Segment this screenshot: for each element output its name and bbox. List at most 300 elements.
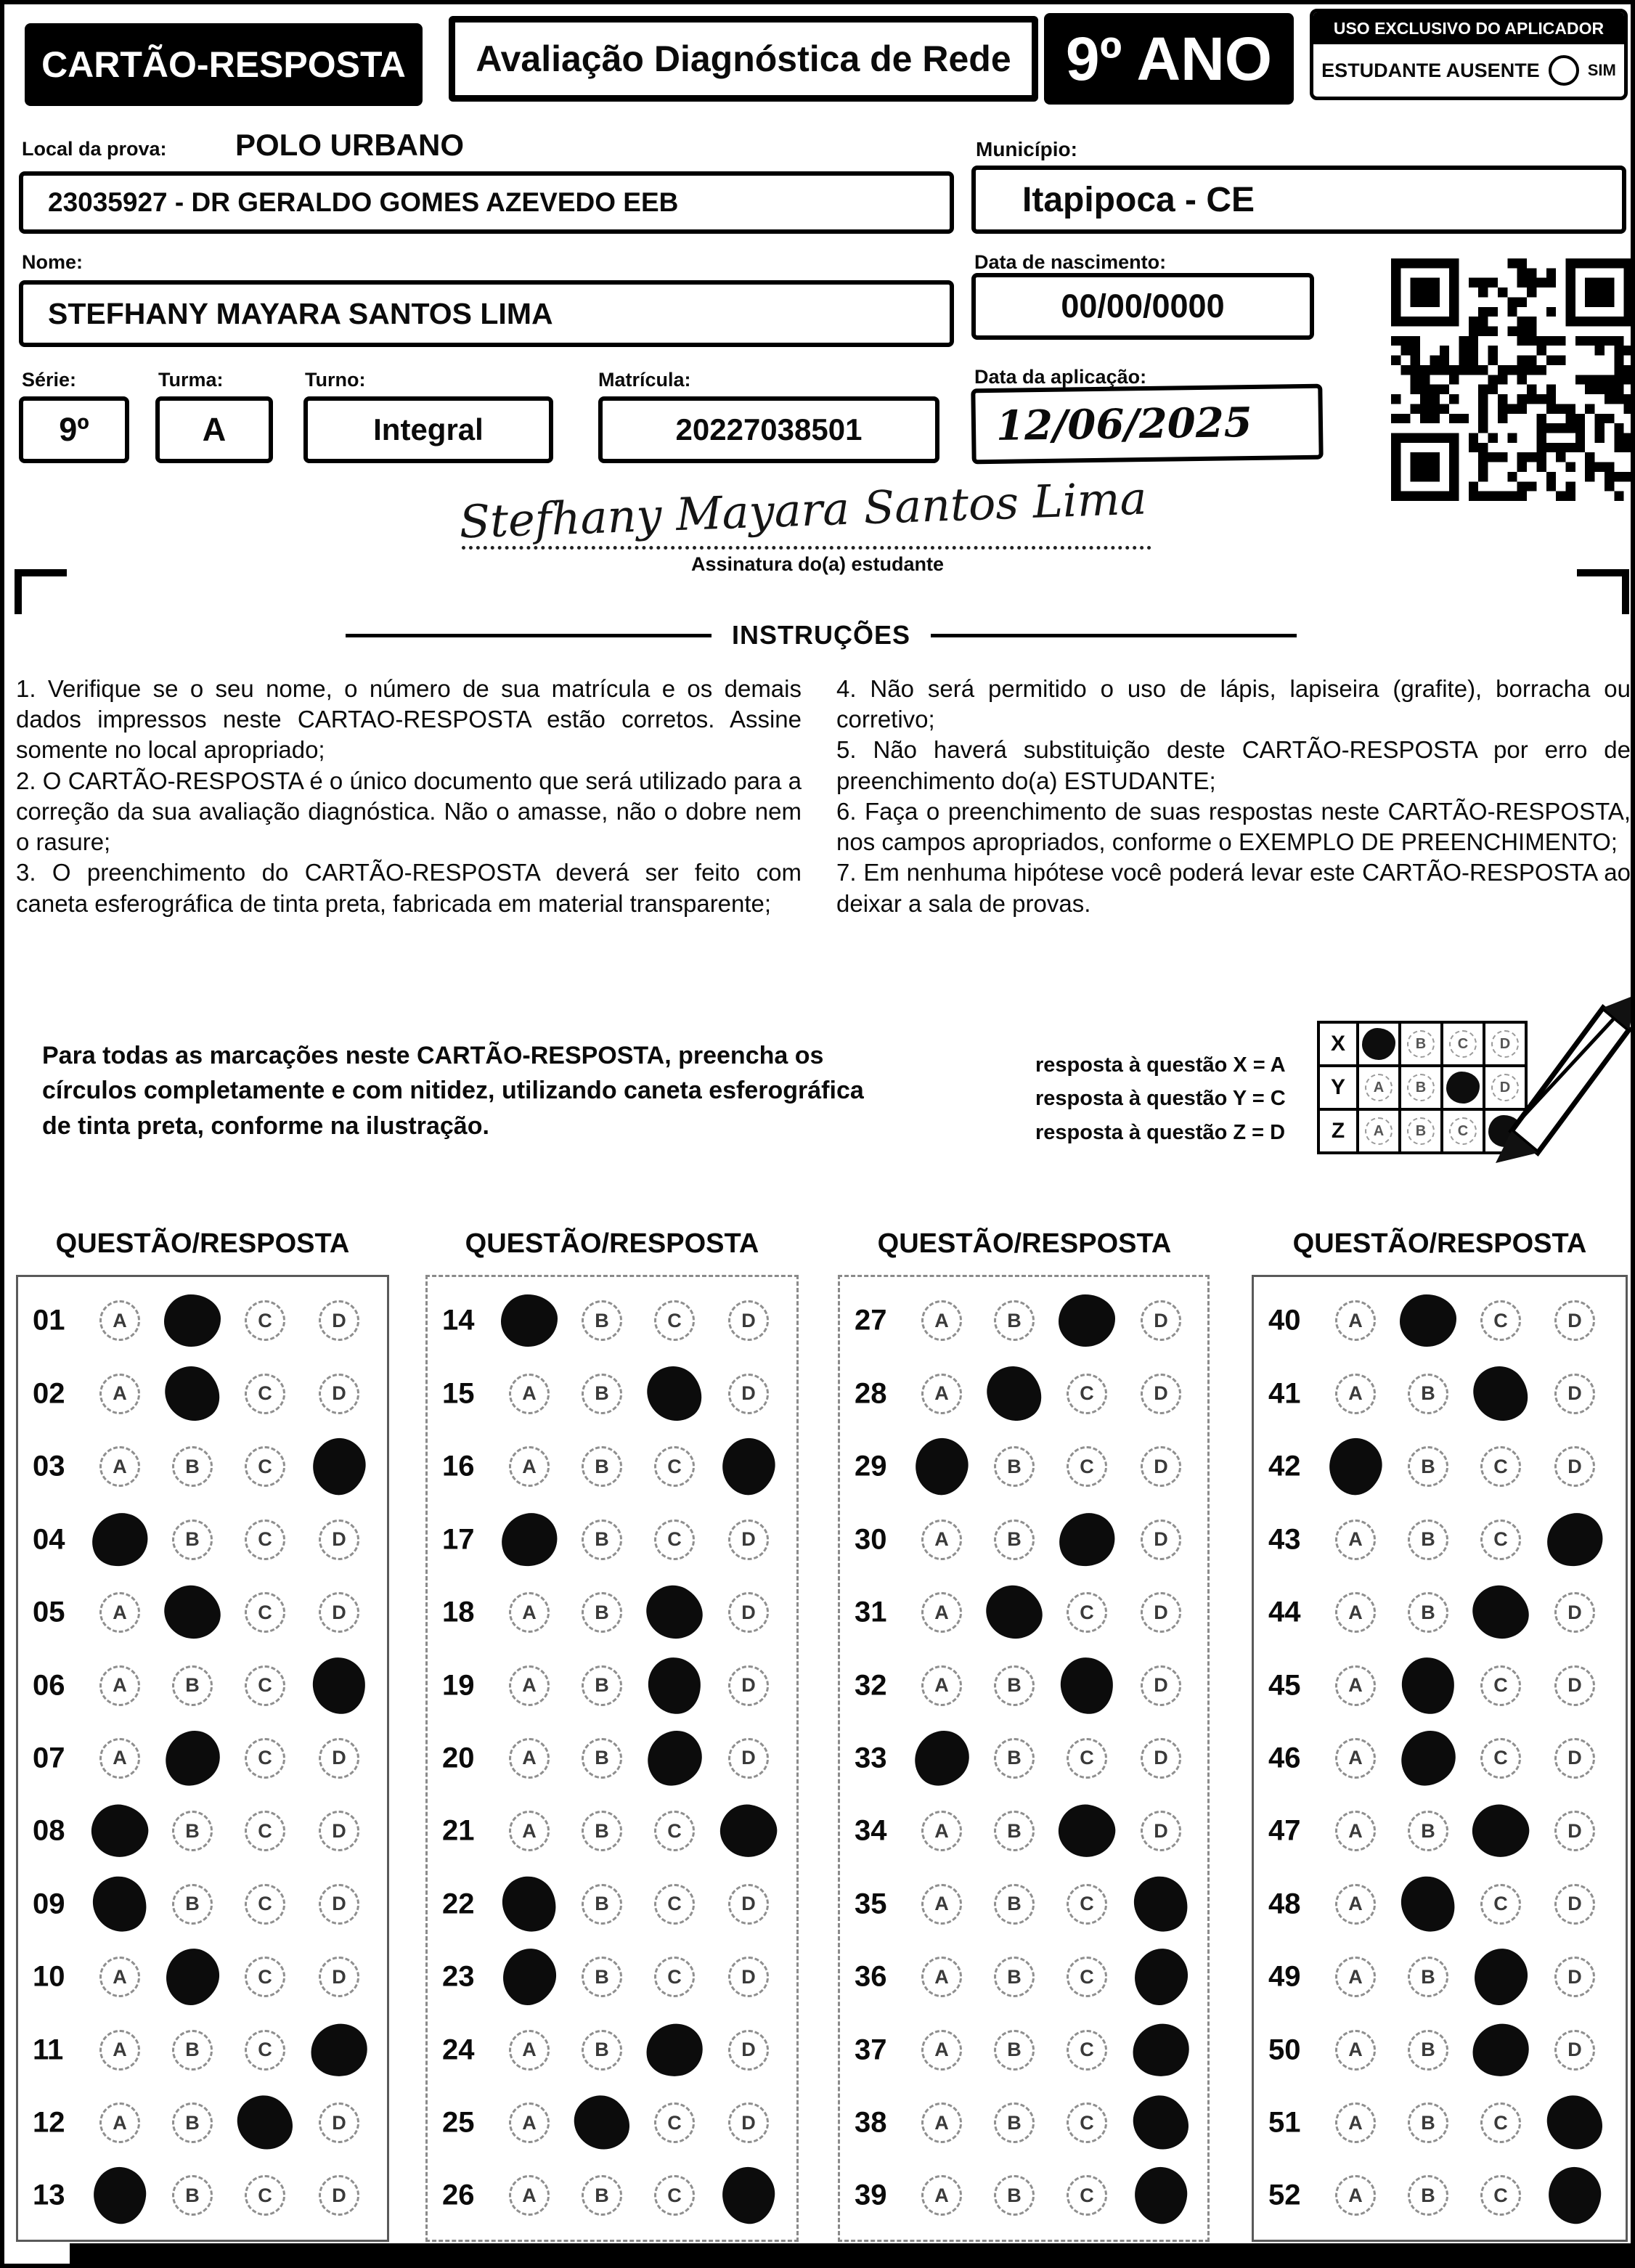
answer-bubble-D[interactable]: D [319, 2102, 359, 2143]
answer-bubble-filled-A[interactable] [87, 1800, 152, 1863]
answer-bubble-B[interactable]: B [1408, 1520, 1448, 1560]
answer-bubble-D[interactable]: D [1141, 1738, 1181, 1779]
answer-bubble-D[interactable]: D [1554, 1957, 1595, 1997]
answer-bubble-A[interactable]: A [99, 2102, 140, 2143]
question-number: 31 [855, 1596, 887, 1628]
answer-bubble-B[interactable]: B [582, 1446, 622, 1487]
turno-label: Turno: [305, 369, 366, 391]
answer-bubble-filled-B[interactable] [154, 1720, 231, 1797]
answer-bubble-A[interactable]: A [99, 1592, 140, 1633]
answer-bubble-filled-C[interactable] [1051, 1505, 1123, 1574]
answer-bubble-B[interactable]: B [582, 1592, 622, 1633]
answer-bubble-B[interactable]: B [1408, 2175, 1448, 2216]
example-row [1318, 1109, 1526, 1153]
answer-bubble-C[interactable]: C [245, 1374, 285, 1414]
answer-bubble-C[interactable]: C [1067, 2175, 1107, 2216]
qr-code [1390, 258, 1635, 501]
answer-bubble-filled-C[interactable] [1464, 1940, 1537, 2014]
answer-bubble-D[interactable]: D [1554, 1300, 1595, 1341]
question-number: 33 [855, 1742, 887, 1774]
answer-bubble-D[interactable]: D [1141, 1446, 1181, 1487]
answer-bubble-A[interactable]: A [921, 1520, 962, 1560]
answer-bubble-filled-A[interactable] [494, 1867, 566, 1941]
answer-bubble-D[interactable]: D [1141, 1665, 1181, 1706]
card-title: CARTÃO-RESPOSTA [25, 23, 423, 106]
answer-bubble-D[interactable]: D [319, 1520, 359, 1560]
answer-bubble-B[interactable]: B [1408, 1446, 1448, 1487]
answer-bubble-C[interactable]: C [654, 1520, 695, 1560]
question-number: 29 [855, 1450, 887, 1482]
local-label: Local da prova: [22, 138, 167, 160]
answer-bubble-D[interactable]: D [1554, 1665, 1595, 1706]
answer-bubble-C[interactable]: C [245, 1520, 285, 1560]
answer-bubble-A[interactable]: A [921, 2175, 962, 2216]
grade-badge: 9º ANO [1044, 13, 1294, 105]
answer-bubble-filled-C[interactable] [636, 1720, 713, 1797]
answer-bubble-filled-B[interactable] [1393, 1867, 1464, 1941]
answer-bubble-C[interactable]: C [1480, 1738, 1521, 1779]
answer-bubble-D[interactable]: D [728, 1884, 769, 1925]
answer-bubble-filled-A[interactable] [903, 1720, 980, 1797]
fill-instructions-note: Para todas as marcações neste CARTÃO-RESPOSTA, preencha os círculos completamente e com nitidez, utilizando caneta esferográfica de tinta preta, conforme na ilustração. [42, 1042, 864, 1140]
answer-bubble-filled-D[interactable] [1125, 1867, 1197, 1941]
question-number: 23 [442, 1960, 475, 1993]
question-number: 49 [1268, 1960, 1301, 1993]
answer-bubble-filled-D[interactable] [719, 2165, 778, 2227]
answer-bubble-A[interactable]: A [509, 1374, 550, 1414]
grid-header-2: QUESTÃO/RESPOSTA [465, 1228, 759, 1259]
answer-bubble-A[interactable]: A [509, 2102, 550, 2143]
serie-field: 9º [19, 396, 129, 463]
example-bubble: B [1407, 1074, 1435, 1101]
answer-bubble-filled-D[interactable] [716, 1800, 781, 1863]
answer-bubble-B[interactable]: B [582, 1738, 622, 1779]
answer-bubble-filled-C[interactable] [1463, 1575, 1538, 1649]
absent-bubble[interactable] [1549, 55, 1579, 86]
answer-bubble-filled-C[interactable] [637, 1575, 712, 1649]
answer-bubble-filled-A[interactable] [501, 1294, 558, 1347]
answer-bubble-A[interactable]: A [1335, 1884, 1376, 1925]
question-row [18, 1433, 387, 1500]
answer-bubble-filled-B[interactable] [563, 2084, 640, 2161]
answer-bubble-A[interactable]: A [921, 1957, 962, 1997]
answer-bubble-B[interactable]: B [994, 2175, 1035, 2216]
answer-bubble-A[interactable]: A [1335, 1520, 1376, 1560]
student-signature: Stefhany Mayara Santos Lima [458, 471, 1148, 549]
answer-bubble-A[interactable]: A [1335, 1665, 1376, 1706]
answer-bubble-B[interactable]: B [994, 1957, 1035, 1997]
answer-bubble-C[interactable]: C [654, 1446, 695, 1487]
instruction-item: 7. Em nenhuma hipótese você poderá levar este CARTÃO-RESPOSTA ao deixar a sala de provas. [836, 859, 1631, 917]
answer-bubble-C[interactable]: C [654, 1957, 695, 1997]
answer-bubble-C[interactable]: C [245, 1592, 285, 1633]
question-number: 39 [855, 2179, 887, 2211]
answer-bubble-D[interactable]: D [728, 2102, 769, 2143]
answer-bubble-filled-B[interactable] [164, 1294, 221, 1347]
answer-bubble-A[interactable]: A [1335, 2030, 1376, 2071]
example-bubble: A [1365, 1074, 1393, 1101]
answer-bubble-C[interactable]: C [245, 1738, 285, 1779]
question-row [840, 1506, 1207, 1573]
question-number: 02 [33, 1377, 65, 1410]
question-number: 21 [442, 1814, 475, 1847]
question-number: 51 [1268, 2106, 1301, 2139]
answer-bubble-A[interactable]: A [1335, 1738, 1376, 1779]
answer-bubble-D[interactable]: D [319, 1811, 359, 1851]
answer-bubble-A[interactable]: A [509, 1811, 550, 1851]
answer-bubble-D[interactable]: D [319, 1738, 359, 1779]
answer-bubble-A[interactable]: A [99, 2030, 140, 2071]
answer-bubble-C[interactable]: C [1067, 1374, 1107, 1414]
answer-bubble-C[interactable]: C [1067, 1884, 1107, 1925]
question-row [840, 1871, 1207, 1938]
answer-bubble-D[interactable]: D [728, 1738, 769, 1779]
answer-bubble-B[interactable]: B [994, 1665, 1035, 1706]
municipio-field: Itapipoca - CE [971, 166, 1626, 234]
question-number: 26 [442, 2179, 475, 2211]
answer-bubble-D[interactable]: D [319, 1592, 359, 1633]
answer-bubble-filled-C[interactable] [227, 2084, 303, 2161]
question-number: 32 [855, 1669, 887, 1702]
answer-bubble-B[interactable]: B [994, 2102, 1035, 2143]
answer-bubble-A[interactable]: A [1335, 1811, 1376, 1851]
answer-bubble-D[interactable]: D [728, 1374, 769, 1414]
question-number: 15 [442, 1377, 475, 1410]
answer-bubble-D[interactable]: D [728, 1300, 769, 1341]
answer-bubble-filled-D[interactable] [1122, 2084, 1199, 2161]
answer-bubble-D[interactable]: D [728, 1592, 769, 1633]
answer-bubble-B[interactable]: B [994, 1300, 1035, 1341]
answer-bubble-C[interactable]: C [1480, 2175, 1521, 2216]
answer-bubble-filled-B[interactable] [156, 1940, 229, 2014]
answer-bubble-B[interactable]: B [582, 2175, 622, 2216]
answer-bubble-C[interactable]: C [654, 2175, 695, 2216]
answer-bubble-filled-D[interactable] [306, 1432, 372, 1501]
answer-bubble-filled-C[interactable] [1054, 1800, 1120, 1863]
answer-bubble-A[interactable]: A [1335, 1300, 1376, 1341]
answer-bubble-filled-C[interactable] [1463, 1355, 1538, 1432]
answer-bubble-D[interactable]: D [1554, 1592, 1595, 1633]
answer-bubble-C[interactable]: C [654, 1884, 695, 1925]
answer-bubble-C[interactable]: C [654, 2102, 695, 2143]
matricula-label: Matrícula: [598, 369, 691, 391]
answer-bubble-filled-C[interactable] [646, 1655, 704, 1716]
question-row [840, 1725, 1207, 1792]
answer-bubble-C[interactable]: C [1480, 1446, 1521, 1487]
answer-bubble-D[interactable]: D [1554, 1884, 1595, 1925]
answer-bubble-B[interactable]: B [582, 1520, 622, 1560]
question-row [428, 2162, 796, 2229]
answer-bubble-D[interactable]: D [1141, 1300, 1181, 1341]
answer-bubble-filled-C[interactable] [1468, 1800, 1533, 1863]
answer-bubble-D[interactable]: D [1554, 1738, 1595, 1779]
answer-bubble-B[interactable]: B [172, 2030, 213, 2071]
question-row [428, 1798, 796, 1864]
answer-bubble-filled-A[interactable] [493, 1940, 566, 2014]
answer-bubble-C[interactable]: C [1480, 1520, 1521, 1560]
answer-bubble-C[interactable]: C [654, 1811, 695, 1851]
answer-bubble-filled-B[interactable] [1390, 1720, 1467, 1797]
answer-bubble-C[interactable]: C [245, 2175, 285, 2216]
question-row [18, 1798, 387, 1864]
question-number: 28 [855, 1377, 887, 1410]
answer-bubble-C[interactable]: C [1480, 2102, 1521, 2143]
answer-bubble-A[interactable]: A [509, 1446, 550, 1487]
answer-bubble-A[interactable]: A [509, 1665, 550, 1706]
answer-bubble-D[interactable]: D [319, 1957, 359, 1997]
local-value: POLO URBANO [235, 128, 464, 162]
question-number: 09 [33, 1888, 65, 1920]
question-number: 42 [1268, 1450, 1301, 1482]
answer-bubble-B[interactable]: B [1408, 1811, 1448, 1851]
answer-bubble-A[interactable]: A [1335, 1592, 1376, 1633]
answer-bubble-filled-A[interactable] [84, 1505, 156, 1574]
answer-bubble-B[interactable]: B [172, 1665, 213, 1706]
question-number: 44 [1268, 1596, 1301, 1628]
answer-bubble-B[interactable]: B [994, 2030, 1035, 2071]
answer-column-1 [16, 1275, 389, 2242]
question-number: 13 [33, 2179, 65, 2211]
answer-bubble-D[interactable]: D [319, 1300, 359, 1341]
answer-bubble-filled-B[interactable] [155, 1355, 230, 1432]
answer-bubble-filled-D[interactable] [1536, 2084, 1613, 2161]
answer-bubble-C[interactable]: C [1067, 1446, 1107, 1487]
answer-bubble-B[interactable]: B [172, 2102, 213, 2143]
answer-bubble-D[interactable]: D [1141, 1811, 1181, 1851]
question-row [840, 1943, 1207, 2010]
answer-bubble-B[interactable]: B [994, 1811, 1035, 1851]
answer-bubble-filled-B[interactable] [1400, 1655, 1457, 1716]
question-number: 35 [855, 1888, 887, 1920]
answer-bubble-B[interactable]: B [1408, 2030, 1448, 2071]
answer-bubble-C[interactable]: C [1067, 1738, 1107, 1779]
answer-bubble-C[interactable]: C [1480, 1300, 1521, 1341]
answer-bubble-filled-D[interactable] [311, 1655, 368, 1716]
answer-bubble-C[interactable]: C [245, 2030, 285, 2071]
answer-bubble-A[interactable]: A [509, 2030, 550, 2071]
answer-bubble-B[interactable]: B [172, 1446, 213, 1487]
answer-bubble-D[interactable]: D [728, 1520, 769, 1560]
answer-bubble-C[interactable]: C [654, 1300, 695, 1341]
answer-bubble-filled-A[interactable] [1323, 1432, 1389, 1501]
question-row [840, 1579, 1207, 1646]
answer-bubble-A[interactable]: A [99, 1300, 140, 1341]
answer-bubble-B[interactable]: B [994, 1520, 1035, 1560]
answer-bubble-C[interactable]: C [1480, 1884, 1521, 1925]
answer-bubble-filled-D[interactable] [1132, 2165, 1190, 2227]
answer-bubble-filled-D[interactable] [716, 1432, 782, 1501]
example-line: resposta à questão X = A [1035, 1053, 1286, 1077]
answer-bubble-B[interactable]: B [994, 1738, 1035, 1779]
question-row [428, 1652, 796, 1719]
example-line: resposta à questão Y = C [1035, 1087, 1286, 1111]
question-number: 52 [1268, 2179, 1301, 2211]
instructions-title: INSTRUÇÕES [731, 620, 911, 650]
answer-bubble-B[interactable]: B [172, 2175, 213, 2216]
question-row [18, 2017, 387, 2084]
question-number: 38 [855, 2106, 887, 2139]
answer-bubble-A[interactable]: A [509, 2175, 550, 2216]
answer-bubble-D[interactable]: D [1554, 1811, 1595, 1851]
answer-bubble-B[interactable]: B [582, 1811, 622, 1851]
answer-bubble-B[interactable]: B [1408, 1592, 1448, 1633]
answer-bubble-B[interactable]: B [994, 1884, 1035, 1925]
answer-bubble-D[interactable]: D [1554, 1446, 1595, 1487]
answer-bubble-A[interactable]: A [99, 1957, 140, 1997]
answer-bubble-C[interactable]: C [1067, 2030, 1107, 2071]
absent-option-label: SIM [1587, 61, 1616, 79]
answer-bubble-C[interactable]: C [1067, 1957, 1107, 1997]
answer-bubble-A[interactable]: A [921, 2102, 962, 2143]
answer-bubble-B[interactable]: B [1408, 1957, 1448, 1997]
answer-bubble-filled-C[interactable] [1059, 1294, 1115, 1347]
answer-bubble-B[interactable]: B [172, 1884, 213, 1925]
answer-bubble-C[interactable]: C [245, 1884, 285, 1925]
corner-mark-left [15, 569, 67, 614]
answer-bubble-B[interactable]: B [582, 1665, 622, 1706]
turma-field: A [155, 396, 273, 463]
question-row [18, 2089, 387, 2156]
answer-bubble-A[interactable]: A [921, 1300, 962, 1341]
answer-bubble-filled-D[interactable] [1125, 1940, 1197, 2014]
answer-bubble-C[interactable]: C [245, 1300, 285, 1341]
answer-bubble-filled-C[interactable] [1468, 2019, 1533, 2080]
question-number: 16 [442, 1450, 475, 1482]
answer-bubble-A[interactable]: A [921, 1665, 962, 1706]
answer-bubble-C[interactable]: C [1067, 1592, 1107, 1633]
grid-header-3: QUESTÃO/RESPOSTA [877, 1228, 1172, 1259]
question-number: 50 [1268, 2034, 1301, 2066]
example-row [1318, 1022, 1526, 1066]
answer-bubble-filled-C[interactable] [1059, 1655, 1116, 1716]
answer-bubble-B[interactable]: B [582, 1884, 622, 1925]
answer-bubble-A[interactable]: A [509, 1738, 550, 1779]
answer-bubble-D[interactable]: D [1554, 2030, 1595, 2071]
answer-bubble-B[interactable]: B [172, 1520, 213, 1560]
rule-line [931, 634, 1297, 637]
answer-bubble-filled-B[interactable] [976, 1575, 1052, 1649]
answer-bubble-filled-B[interactable] [155, 1575, 230, 1649]
answer-bubble-filled-C[interactable] [642, 2019, 706, 2080]
answer-bubble-filled-A[interactable] [909, 1432, 975, 1501]
question-row [1254, 1798, 1626, 1864]
answer-bubble-filled-A[interactable] [494, 1505, 566, 1574]
answer-bubble-filled-D[interactable] [1546, 2165, 1604, 2227]
answer-bubble-D[interactable]: D [1141, 1520, 1181, 1560]
answer-bubble-filled-B[interactable] [1400, 1294, 1456, 1347]
answer-bubble-B[interactable]: B [1408, 1374, 1448, 1414]
example-bubble: B [1407, 1030, 1435, 1058]
example-bubble: D [1491, 1074, 1519, 1101]
answer-bubble-filled-D[interactable] [1539, 1505, 1611, 1574]
question-number: 46 [1268, 1742, 1301, 1774]
answer-bubble-B[interactable]: B [582, 1957, 622, 1997]
answer-bubble-A[interactable]: A [1335, 2175, 1376, 2216]
question-row [18, 1725, 387, 1792]
answer-bubble-D[interactable]: D [1554, 1374, 1595, 1414]
answer-bubble-A[interactable]: A [1335, 2102, 1376, 2143]
answer-bubble-A[interactable]: A [921, 2030, 962, 2071]
answer-bubble-A[interactable]: A [99, 1738, 140, 1779]
question-number: 11 [33, 2034, 64, 2066]
answer-bubble-A[interactable]: A [921, 1592, 962, 1633]
answer-bubble-C[interactable]: C [245, 1446, 285, 1487]
answer-bubble-C[interactable]: C [245, 1811, 285, 1851]
question-number: 27 [855, 1304, 887, 1337]
answer-bubble-filled-A[interactable] [84, 1867, 156, 1941]
answer-bubble-D[interactable]: D [319, 1884, 359, 1925]
example-line: resposta à questão Z = D [1035, 1120, 1286, 1144]
answer-bubble-filled-B[interactable] [976, 1355, 1052, 1432]
question-row [18, 1506, 387, 1573]
answer-bubble-A[interactable]: A [1335, 1374, 1376, 1414]
answer-bubble-B[interactable]: B [582, 2030, 622, 2071]
question-row [840, 2162, 1207, 2229]
bottom-bar [70, 2243, 1631, 2264]
grid-header-1: QUESTÃO/RESPOSTA [55, 1228, 350, 1259]
answer-bubble-B[interactable]: B [172, 1811, 213, 1851]
answer-bubble-D[interactable]: D [1141, 1592, 1181, 1633]
answer-bubble-A[interactable]: A [509, 1592, 550, 1633]
answer-bubble-B[interactable]: B [1408, 2102, 1448, 2143]
answer-bubble-A[interactable]: A [99, 1665, 140, 1706]
answer-bubble-filled-D[interactable] [1128, 2019, 1193, 2080]
answer-bubble-A[interactable]: A [921, 1811, 962, 1851]
question-number: 12 [33, 2106, 65, 2139]
answer-bubble-D[interactable]: D [728, 1665, 769, 1706]
answer-bubble-A[interactable]: A [921, 1374, 962, 1414]
answer-bubble-filled-D[interactable] [306, 2019, 371, 2080]
question-row [1254, 2089, 1626, 2156]
answer-bubble-A[interactable]: A [921, 1884, 962, 1925]
grid-header-4: QUESTÃO/RESPOSTA [1292, 1228, 1587, 1259]
exam-title: Avaliação Diagnóstica de Rede [449, 16, 1038, 102]
answer-bubble-B[interactable]: B [582, 1374, 622, 1414]
answer-bubble-D[interactable]: D [728, 2030, 769, 2071]
answer-bubble-C[interactable]: C [1067, 2102, 1107, 2143]
answer-bubble-C[interactable]: C [245, 1665, 285, 1706]
answer-bubble-B[interactable]: B [582, 1300, 622, 1341]
question-row [1254, 2017, 1626, 2084]
answer-bubble-C[interactable]: C [1480, 1665, 1521, 1706]
question-row [18, 1943, 387, 2010]
answer-bubble-D[interactable]: D [319, 1374, 359, 1414]
question-number: 08 [33, 1814, 65, 1847]
answer-bubble-filled-A[interactable] [91, 2165, 149, 2227]
example-row-label: Y [1318, 1066, 1358, 1109]
answer-bubble-D[interactable]: D [319, 2175, 359, 2216]
instruction-item: 2. O CARTÃO-RESPOSTA é o único documento que será utilizado para a correção da sua avaliação diagnóstica. Não o amasse, não o dobre nem o rasure; [16, 767, 802, 856]
answer-bubble-D[interactable]: D [1141, 1374, 1181, 1414]
question-row [1254, 1361, 1626, 1427]
question-row [1254, 1287, 1626, 1354]
answer-bubble-B[interactable]: B [994, 1446, 1035, 1487]
question-row [428, 1506, 796, 1573]
answer-bubble-A[interactable]: A [99, 1374, 140, 1414]
question-row [1254, 1652, 1626, 1719]
corner-mark-right [1577, 569, 1629, 614]
question-number: 03 [33, 1450, 65, 1482]
question-number: 10 [33, 1960, 65, 1993]
answer-bubble-A[interactable]: A [99, 1446, 140, 1487]
question-row [1254, 1871, 1626, 1938]
example-bubble-filled [1488, 1115, 1522, 1147]
answer-bubble-A[interactable]: A [1335, 1957, 1376, 1997]
answer-bubble-filled-C[interactable] [637, 1355, 712, 1432]
answer-bubble-D[interactable]: D [728, 1957, 769, 1997]
question-number: 07 [33, 1742, 65, 1774]
answer-bubble-C[interactable]: C [245, 1957, 285, 1997]
